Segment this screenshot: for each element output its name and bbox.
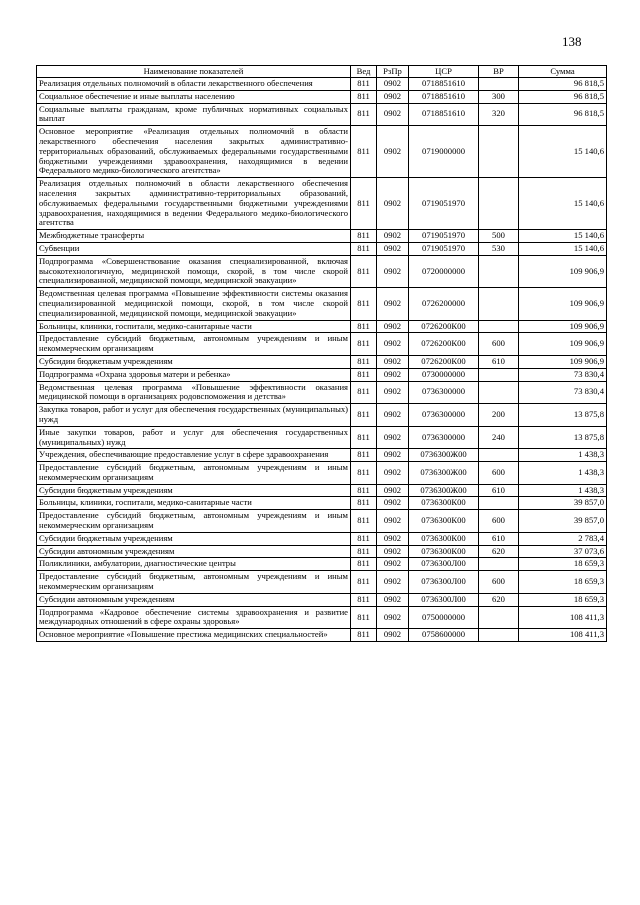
row-vr: 300: [479, 90, 519, 103]
header-csr: ЦСР: [409, 66, 479, 78]
row-csr: 0718851610: [409, 78, 479, 91]
row-rzpr: 0902: [377, 103, 409, 126]
header-ved: Вед: [351, 66, 377, 78]
row-csr: 0736300Л00: [409, 593, 479, 606]
row-vr: 600: [479, 571, 519, 594]
row-vr: [479, 606, 519, 629]
row-csr: 0730000000: [409, 368, 479, 381]
row-vr: [479, 381, 519, 404]
row-ved: 811: [351, 126, 377, 178]
row-sum: 96 818,5: [519, 78, 607, 91]
row-ved: 811: [351, 255, 377, 287]
row-name: Ведомственная целевая программа «Повышение эффективности системы оказания специализированной медицинской помощи, скорой, в том числе скорой специализированной, медицинской помощи, медицинской эвакуации»: [37, 288, 351, 320]
row-csr: 0736300000: [409, 381, 479, 404]
header-vr: ВР: [479, 66, 519, 78]
row-csr: 0736300Ж00: [409, 449, 479, 462]
row-name: Реализация отдельных полномочий в области лекарственного обеспечения: [37, 78, 351, 91]
row-vr: 600: [479, 333, 519, 356]
row-rzpr: 0902: [377, 90, 409, 103]
row-sum: 15 140,6: [519, 178, 607, 230]
row-name: Субсидии бюджетным учреждениям: [37, 532, 351, 545]
table-row: [37, 126, 607, 178]
row-sum: 109 906,9: [519, 288, 607, 320]
row-sum: 39 857,0: [519, 497, 607, 510]
row-ved: 811: [351, 90, 377, 103]
row-sum: 2 783,4: [519, 532, 607, 545]
row-vr: 610: [479, 532, 519, 545]
row-rzpr: 0902: [377, 484, 409, 497]
row-rzpr: 0902: [377, 510, 409, 533]
row-vr: [479, 368, 519, 381]
row-csr: 0719051970: [409, 178, 479, 230]
table-row: [37, 497, 607, 510]
table-header-row: [37, 66, 607, 78]
row-name: Субсидии автономным учреждениям: [37, 593, 351, 606]
row-name: Подпрограмма «Кадровое обеспечение системы здравоохранения и развитие международных отношений в сфере охраны здоровья»: [37, 606, 351, 629]
row-name: Социальные выплаты гражданам, кроме публичных нормативных социальных выплат: [37, 103, 351, 126]
row-csr: 0736300Ж00: [409, 484, 479, 497]
row-vr: 610: [479, 484, 519, 497]
row-vr: 200: [479, 404, 519, 427]
row-csr: 0726200К00: [409, 320, 479, 333]
table-row: [37, 355, 607, 368]
row-rzpr: 0902: [377, 355, 409, 368]
table-row: [37, 90, 607, 103]
row-name: Субвенции: [37, 242, 351, 255]
table-row: [37, 78, 607, 91]
table-row: [37, 606, 607, 629]
row-ved: 811: [351, 510, 377, 533]
table-row: [37, 510, 607, 533]
row-csr: 0736300Ж00: [409, 462, 479, 485]
table-row: [37, 462, 607, 485]
row-sum: 15 140,6: [519, 242, 607, 255]
row-vr: 600: [479, 462, 519, 485]
row-csr: 0736300К00: [409, 532, 479, 545]
row-rzpr: 0902: [377, 532, 409, 545]
row-csr: 0726200000: [409, 288, 479, 320]
row-ved: 811: [351, 103, 377, 126]
table-row: [37, 629, 607, 642]
table-row: [37, 230, 607, 243]
row-vr: [479, 288, 519, 320]
row-vr: 620: [479, 593, 519, 606]
row-sum: 37 073,6: [519, 545, 607, 558]
row-sum: 1 438,3: [519, 462, 607, 485]
row-sum: 73 830,4: [519, 381, 607, 404]
row-sum: 109 906,9: [519, 320, 607, 333]
row-name: Подпрограмма «Совершенствование оказания специализированной, включая высокотехнологичную, медицинской помощи, скорой, в том числе скорой специализированной, медицинской помощи, медицинской эвакуации»: [37, 255, 351, 287]
table-row: [37, 449, 607, 462]
row-ved: 811: [351, 484, 377, 497]
row-sum: 15 140,6: [519, 126, 607, 178]
row-sum: 18 659,3: [519, 571, 607, 594]
row-rzpr: 0902: [377, 126, 409, 178]
row-vr: 610: [479, 355, 519, 368]
row-csr: 0736300Л00: [409, 558, 479, 571]
row-name: Субсидии автономным учреждениям: [37, 545, 351, 558]
row-name: Ведомственная целевая программа «Повышение эффективности оказания медицинской помощи в организациях родовспоможения и детства»: [37, 381, 351, 404]
row-rzpr: 0902: [377, 606, 409, 629]
row-ved: 811: [351, 320, 377, 333]
budget-table: [36, 65, 607, 642]
row-name: Больницы, клиники, госпитали, медико-санитарные части: [37, 497, 351, 510]
row-vr: [479, 78, 519, 91]
row-rzpr: 0902: [377, 78, 409, 91]
row-vr: 530: [479, 242, 519, 255]
row-name: Межбюджетные трансферты: [37, 230, 351, 243]
row-vr: [479, 497, 519, 510]
row-ved: 811: [351, 593, 377, 606]
row-vr: [479, 255, 519, 287]
row-csr: 0726200К00: [409, 355, 479, 368]
row-csr: 0736300К00: [409, 545, 479, 558]
page-number: 138: [562, 34, 582, 49]
table-row: [37, 593, 607, 606]
table-row: [37, 255, 607, 287]
table-row: [37, 333, 607, 356]
row-csr: 0750000000: [409, 606, 479, 629]
row-name: Основное мероприятие «Повышение престижа медицинских специальностей»: [37, 629, 351, 642]
row-name: Закупка товаров, работ и услуг для обеспечения государственных (муниципальных) нужд: [37, 404, 351, 427]
row-ved: 811: [351, 355, 377, 368]
table-row: [37, 532, 607, 545]
row-ved: 811: [351, 242, 377, 255]
row-csr: 0726200К00: [409, 333, 479, 356]
header-sum: Сумма: [519, 66, 607, 78]
row-rzpr: 0902: [377, 593, 409, 606]
row-vr: 240: [479, 426, 519, 449]
table-row: [37, 484, 607, 497]
row-csr: 0720000000: [409, 255, 479, 287]
row-sum: 13 875,8: [519, 404, 607, 427]
row-name: Основное мероприятие «Реализация отдельных полномочий в области лекарственного обеспечения населения закрытых административно-территориальных образований, обслуживаемых федеральными государственными бюджетными учреждениями здравоохранения, находящимися в ведении Федерального медико-биологического агентства»: [37, 126, 351, 178]
table-row: [37, 571, 607, 594]
row-name: Иные закупки товаров, работ и услуг для обеспечения государственных (муниципальных) нужд: [37, 426, 351, 449]
table-row: [37, 103, 607, 126]
row-sum: 108 411,3: [519, 629, 607, 642]
row-rzpr: 0902: [377, 571, 409, 594]
row-sum: 1 438,3: [519, 484, 607, 497]
row-vr: [479, 449, 519, 462]
row-ved: 811: [351, 288, 377, 320]
row-rzpr: 0902: [377, 333, 409, 356]
row-rzpr: 0902: [377, 178, 409, 230]
row-vr: [479, 629, 519, 642]
table-row: [37, 178, 607, 230]
row-ved: 811: [351, 545, 377, 558]
table-row: [37, 545, 607, 558]
row-csr: 0719000000: [409, 126, 479, 178]
row-rzpr: 0902: [377, 255, 409, 287]
row-vr: 500: [479, 230, 519, 243]
row-rzpr: 0902: [377, 404, 409, 427]
row-sum: 109 906,9: [519, 355, 607, 368]
row-ved: 811: [351, 532, 377, 545]
row-ved: 811: [351, 381, 377, 404]
row-ved: 811: [351, 449, 377, 462]
row-vr: 620: [479, 545, 519, 558]
row-sum: 109 906,9: [519, 255, 607, 287]
row-vr: [479, 558, 519, 571]
row-sum: 13 875,8: [519, 426, 607, 449]
header-rzpr: РзПр: [377, 66, 409, 78]
row-name: Субсидии бюджетным учреждениям: [37, 484, 351, 497]
row-name: Больницы, клиники, госпитали, медико-санитарные части: [37, 320, 351, 333]
table-row: [37, 381, 607, 404]
row-sum: 15 140,6: [519, 230, 607, 243]
row-csr: 0719051970: [409, 230, 479, 243]
row-vr: [479, 126, 519, 178]
table-row: [37, 404, 607, 427]
row-vr: 600: [479, 510, 519, 533]
row-csr: 0758600000: [409, 629, 479, 642]
row-ved: 811: [351, 462, 377, 485]
row-vr: [479, 320, 519, 333]
row-rzpr: 0902: [377, 288, 409, 320]
row-sum: 108 411,3: [519, 606, 607, 629]
row-name: Поликлиники, амбулатории, диагностические центры: [37, 558, 351, 571]
row-name: Подпрограмма «Охрана здоровья матери и ребенка»: [37, 368, 351, 381]
table-row: [37, 368, 607, 381]
row-name: Предоставление субсидий бюджетным, автономным учреждениям и иным некоммерческим организациям: [37, 571, 351, 594]
row-rzpr: 0902: [377, 629, 409, 642]
row-csr: 0718851610: [409, 103, 479, 126]
row-ved: 811: [351, 333, 377, 356]
row-vr: [479, 178, 519, 230]
row-ved: 811: [351, 606, 377, 629]
row-csr: 0736300К00: [409, 497, 479, 510]
row-rzpr: 0902: [377, 449, 409, 462]
row-name: Предоставление субсидий бюджетным, автономным учреждениям и иным некоммерческим организациям: [37, 462, 351, 485]
row-sum: 18 659,3: [519, 558, 607, 571]
row-rzpr: 0902: [377, 242, 409, 255]
row-vr: 320: [479, 103, 519, 126]
row-ved: 811: [351, 178, 377, 230]
row-ved: 811: [351, 426, 377, 449]
table-row: [37, 288, 607, 320]
row-sum: 96 818,5: [519, 90, 607, 103]
row-sum: 39 857,0: [519, 510, 607, 533]
row-rzpr: 0902: [377, 497, 409, 510]
row-csr: 0736300000: [409, 404, 479, 427]
row-name: Социальное обеспечение и иные выплаты населению: [37, 90, 351, 103]
table-row: [37, 558, 607, 571]
row-csr: 0719051970: [409, 242, 479, 255]
row-name: Предоставление субсидий бюджетным, автономным учреждениям и иным некоммерческим организациям: [37, 510, 351, 533]
row-ved: 811: [351, 404, 377, 427]
row-rzpr: 0902: [377, 545, 409, 558]
row-csr: 0718851610: [409, 90, 479, 103]
row-sum: 1 438,3: [519, 449, 607, 462]
table-row: [37, 320, 607, 333]
table-row: [37, 426, 607, 449]
table-row: [37, 242, 607, 255]
row-rzpr: 0902: [377, 381, 409, 404]
row-rzpr: 0902: [377, 320, 409, 333]
row-ved: 811: [351, 78, 377, 91]
row-name: Предоставление субсидий бюджетным, автономным учреждениям и иным некоммерческим организациям: [37, 333, 351, 356]
row-rzpr: 0902: [377, 462, 409, 485]
row-ved: 811: [351, 558, 377, 571]
row-csr: 0736300К00: [409, 510, 479, 533]
row-name: Субсидии бюджетным учреждениям: [37, 355, 351, 368]
row-csr: 0736300Л00: [409, 571, 479, 594]
row-ved: 811: [351, 571, 377, 594]
row-sum: 73 830,4: [519, 368, 607, 381]
row-ved: 811: [351, 230, 377, 243]
row-sum: 18 659,3: [519, 593, 607, 606]
row-rzpr: 0902: [377, 426, 409, 449]
row-rzpr: 0902: [377, 558, 409, 571]
row-sum: 109 906,9: [519, 333, 607, 356]
row-name: Реализация отдельных полномочий в области лекарственного обеспечения населения закрытых административно-территориальных образований, обслуживаемых федеральными государственными бюджетными учреждениями здравоохранения, находящимися в ведении Федерального медико-биологического агентства: [37, 178, 351, 230]
row-rzpr: 0902: [377, 368, 409, 381]
row-name: Учреждения, обеспечивающие предоставление услуг в сфере здравоохранения: [37, 449, 351, 462]
header-name: Наименование показателей: [37, 66, 351, 78]
row-sum: 96 818,5: [519, 103, 607, 126]
row-rzpr: 0902: [377, 230, 409, 243]
row-csr: 0736300000: [409, 426, 479, 449]
row-ved: 811: [351, 368, 377, 381]
row-ved: 811: [351, 497, 377, 510]
row-ved: 811: [351, 629, 377, 642]
